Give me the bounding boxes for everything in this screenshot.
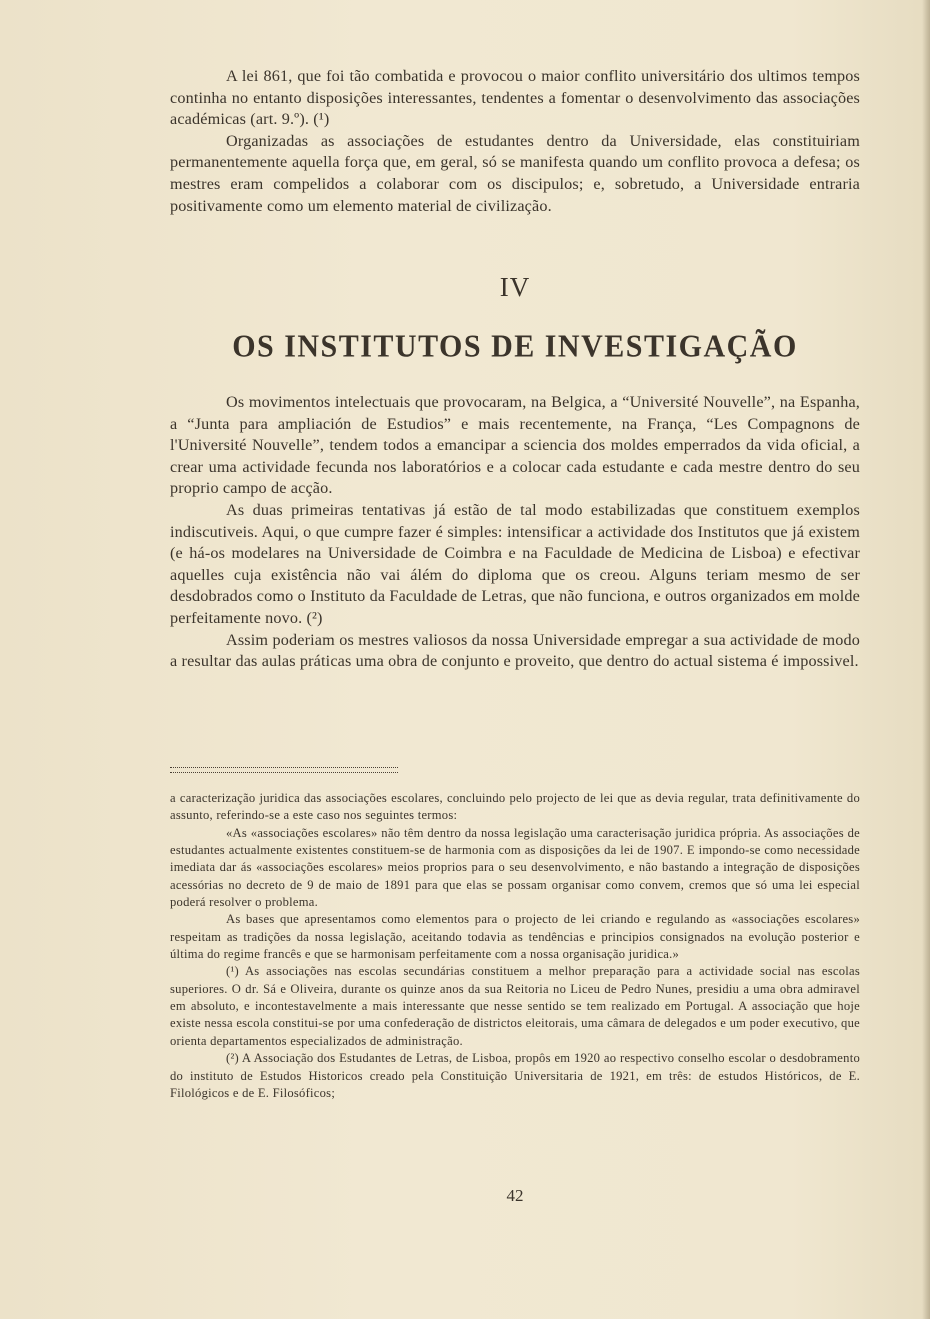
- footnote-quote-2: As bases que apresentamos como elementos para o projecto de lei criando e regulando as «associações escolares» respeitam as tradições da nossa legislação, aceitando todavia as tendências e principios consignados na evolução posterior e última do regime francês e que se harmonisam perfeitamente com a nossa organisação juridica.»: [170, 912, 860, 962]
- body-paragraph-2: As duas primeiras tentativas já estão de tal modo estabilizadas que constituem exemplos indiscutiveis. Aqui, o que cumpre fazer é simples: intensificar a actividade dos Institutos que já existem (e há-os modelares na Universidade de Coimbra e na Faculdade de Medicina de Lisboa) e efectivar aquelles cuja existência não vai álém do diploma que os creou. Alguns teriam mesmo de ser desdobrados como o Instituto da Faculdade de Letras, que não funciona, e outros organizados em molde perfeitamente novo. (²): [170, 500, 860, 627]
- footnotes: [170, 790, 860, 1102]
- intro-text: [170, 66, 860, 217]
- body-paragraph-3: Assim poderiam os mestres valiosos da nossa Universidade empregar a sua actividade de modo a resultar das aulas práticas uma obra de conjunto e proveito, que dentro do actual sistema é impossivel.: [170, 630, 860, 671]
- intro-paragraph-2: Organizadas as associações de estudantes dentro da Universidade, elas constituiriam permanentemente aquella força que, em geral, só se manifesta quando um conflito provoca a defesa; os mestres eram compelidos a colaborar com os discipulos; e, sobretudo, a Universidade entraria positivamente como um elemento material de civilização.: [170, 131, 860, 215]
- footnote-quote-1: «As «associações escolares» não têm dentro da nossa legislação uma caracterisação juridica própria. As associações de estudantes actualmente existentes constituem-se de harmonia com as disposições da lei de 1907. E impondo-se como necessidade imediata dar ás «associações escolares» meios proprios para o seu desenvolvimento, e não bastando a integração de disposições acessórias no decreto de 9 de maio de 1891 para que elas se possam organisar como convem, cremos que só uma lei especial poderá resolver o problema.: [170, 825, 860, 910]
- body-paragraph-1: Os movimentos intelectuais que provocaram, na Belgica, a “Université Nouvelle”, na Espanha, a “Junta para ampliación de Estudios” e mais recentemente, na França, “Les Compagnons de l'Université Nouvelle”, tendem todos a emancipar a sciencia dos moldes emperrados da vida oficial, a crear uma actividade fecunda nos laboratórios e a colocar cada estudante e cada mestre dentro do seu proprio campo de acção.: [170, 393, 860, 498]
- page-number: 42: [506, 1186, 524, 1205]
- intro-paragraph-1: A lei 861, que foi tão combatida e provocou o maior conflito universitário dos ultimos tempos continha no entanto disposições interessantes, tendentes a fomentar o desenvolvimento das associações académicas (art. 9.º). (¹): [170, 67, 860, 129]
- footnote-1: (¹) As associações nas escolas secundárias constituem a melhor preparação para a actividade social nas escolas superiores. O dr. Sá e Oliveira, durante os quinze anos da sua Reitoria no Liceu de Pedro Nunes, presidiu a uma obra admiravel em absoluto, e incontestavelmente a mais interessante que nesse sentido se tem realizado em Portugal. A associação que hoje existe nessa escola constitui-se por uma confederação de districtos eleitorais, uma câmara de delegados e um poder executivo, que orienta departamentos especializados de administração.: [170, 964, 860, 1048]
- footnote-continuation: a caracterização juridica das associações escolares, concluindo pelo projecto de lei que as devia regular, trata definitivamente do assunto, referindo-se a este caso nos seguintes termos:: [170, 791, 860, 823]
- section-number: IV: [499, 272, 531, 302]
- footnote-2: (²) A Associação dos Estudantes de Letras, de Lisboa, propôs em 1920 ao respectivo conselho escolar o desdobramento do instituto de Estudos Historicos creado pela Constituição Universitaria de 1921, em três: de estudos Históricos, de E. Filológicos e de E. Filosóficos;: [170, 1051, 860, 1100]
- footnote-divider: [170, 767, 398, 773]
- page-edge-shadow: [922, 0, 930, 1319]
- body-text: [170, 392, 860, 673]
- section-title: OS INSTITUTOS DE INVESTIGAÇÃO: [232, 329, 798, 364]
